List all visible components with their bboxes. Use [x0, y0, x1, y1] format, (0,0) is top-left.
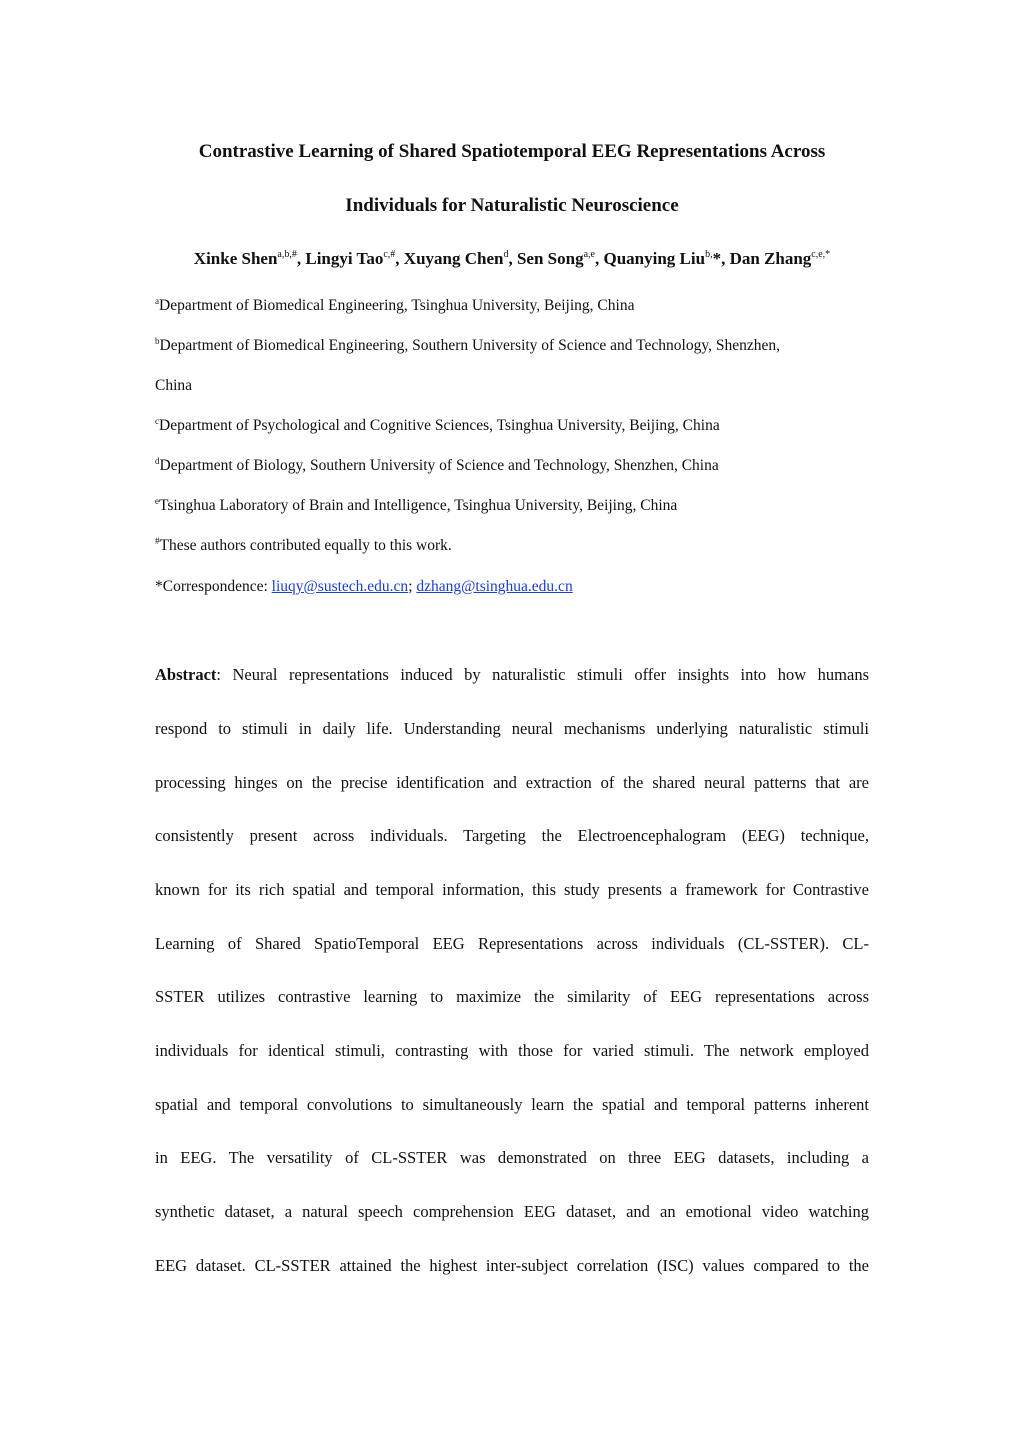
author-name: Dan Zhang — [729, 249, 812, 268]
author-separator: , — [508, 249, 517, 268]
author-separator: , — [395, 249, 404, 268]
paper-title-line-1: Contrastive Learning of Shared Spatiotemporal EEG Representations Across — [198, 141, 826, 162]
author-affiliation-marker: d — [503, 249, 509, 260]
affiliation-b: $^b$Department of Biomedical Engineering, Southern University of Science and Technology, Shenzhen, — [155, 336, 780, 354]
abstract-label: Abstract — [155, 665, 217, 684]
abstract-line: Learning of Shared SpatioTemporal EEG Representations across individuals (CL-SSTER). CL- — [155, 934, 869, 953]
author-separator: , — [594, 249, 604, 268]
abstract-line: individuals for identical stimuli, contrasting with those for varied stimuli. The network employed — [155, 1041, 869, 1060]
abstract-line: consistently present across individuals. Targeting the Electroencephalogram (EEG) technique, — [155, 826, 869, 845]
author-separator: , — [721, 249, 730, 268]
author-name: Lingyi Tao — [305, 249, 384, 268]
abstract-line-1: Abstract: Neural representations induced by naturalistic stimuli offer insights into how humans — [155, 665, 869, 684]
abstract-line: spatial and temporal convolutions to simultaneously learn the spatial and temporal patterns inherent — [155, 1095, 869, 1114]
author-affiliation-marker: c,# — [383, 249, 396, 260]
correspondence-line: *Correspondence: liuqy@sustech.edu.cn; dzhang@tsinghua.edu.cn — [155, 578, 573, 595]
abstract-line: processing hinges on the precise identification and extraction of the shared neural patterns that are — [155, 773, 869, 792]
affiliation-b-continued: China — [155, 377, 193, 394]
author-name: Xinke Shen — [193, 249, 278, 268]
abstract-line: respond to stimuli in daily life. Understanding neural mechanisms underlying naturalistic stimuli — [155, 719, 869, 738]
author-list — [0, 247, 1024, 271]
author-affiliation-marker: c,e,* — [811, 249, 831, 260]
affiliation-d: $^d$Department of Biology, Southern University of Science and Technology, Shenzhen, China — [155, 456, 719, 474]
abstract-line: synthetic dataset, a natural speech comprehension EEG dataset, and an emotional video watching — [155, 1202, 869, 1221]
author-affiliation-marker: b, — [705, 249, 713, 260]
author-affiliation-marker: a,b,# — [277, 249, 297, 260]
corresponding-author-marker: * — [712, 249, 722, 268]
abstract-line: in EEG. The versatility of CL-SSTER was demonstrated on three EEG datasets, including a — [155, 1148, 869, 1167]
author-affiliation-marker: a,e — [583, 249, 595, 260]
author-name: Sen Song — [516, 249, 584, 268]
abstract-line: SSTER utilizes contrastive learning to maximize the similarity of EEG representations across — [155, 987, 869, 1006]
equal-contribution-note: #These authors contributed equally to this work. — [155, 536, 452, 554]
abstract-line: EEG dataset. CL-SSTER attained the highest inter-subject correlation (ISC) values compared to the — [155, 1256, 869, 1275]
abstract-line: known for its rich spatial and temporal information, this study presents a framework for Contrastive — [155, 880, 869, 899]
author-separator: , — [296, 249, 306, 268]
email-link-zhang[interactable]: dzhang@tsinghua.edu.cn — [416, 578, 573, 595]
affiliation-a: $^a$Department of Biomedical Engineering, Tsinghua University, Beijing, China — [155, 296, 635, 314]
email-link-liu[interactable]: liuqy@sustech.edu.cn — [271, 578, 409, 595]
author-name: Quanying Liu — [603, 249, 706, 268]
author-name: Xuyang Chen — [403, 249, 504, 268]
paper-title-line-2: Individuals for Naturalistic Neuroscience — [345, 195, 679, 216]
affiliation-c: $^c$Department of Psychological and Cognitive Sciences, Tsinghua University, Beijing, China — [155, 416, 720, 434]
affiliation-e: $^e$Tsinghua Laboratory of Brain and Intelligence, Tsinghua University, Beijing, China — [155, 496, 678, 514]
